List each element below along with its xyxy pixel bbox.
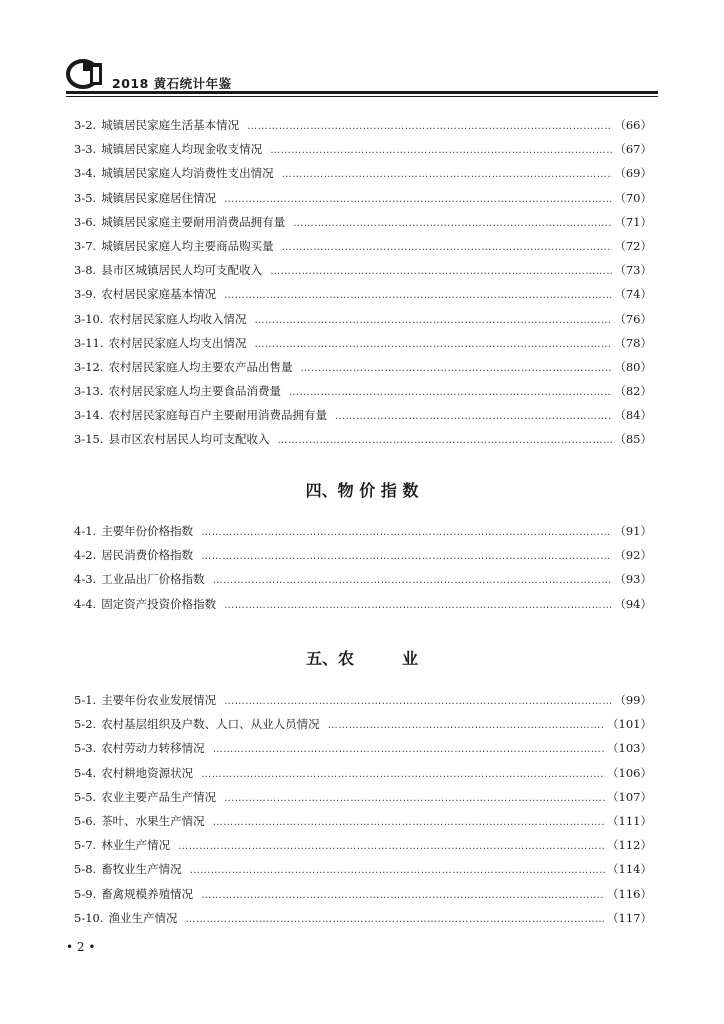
toc-entry[interactable]: 3-7. 城镇居民家庭人均主要商品购买量 ………………………………………………………………………………………………………………………………………………………………………………………… （72） — [74, 238, 652, 262]
leader-dots — [190, 865, 605, 876]
book-title: 2018 黄石统计年鉴 — [112, 76, 232, 91]
leader-dots — [201, 527, 612, 538]
toc-entry[interactable]: 3-12. 农村居民家庭人均主要农产品出售量 ………………………………………………………………………………………………………………………………………………………………………………………… （80） — [74, 359, 652, 383]
toc-entry[interactable]: 3-14. 农村居民家庭每百户主要耐用消费品拥有量 ………………………………………………………………………………………………………………………………………………………………………………………… （84） — [74, 407, 652, 431]
toc-entry[interactable]: 3-6. 城镇居民家庭主要耐用消费品拥有量 ………………………………………………………………………………………………………………………………………………………………………………………… （71） — [74, 214, 652, 238]
toc-entry[interactable]: 3-13. 农村居民家庭人均主要食品消费量 ………………………………………………………………………………………………………………………………………………………………………………………… （82） — [74, 383, 652, 407]
leader-dots — [270, 266, 612, 277]
leader-dots — [270, 145, 612, 156]
leader-dots — [293, 218, 612, 229]
leader-dots — [255, 339, 613, 350]
running-header — [66, 56, 658, 96]
leader-dots — [255, 315, 613, 326]
leader-dots — [278, 435, 613, 446]
leader-dots — [282, 242, 613, 253]
leader-dots — [224, 696, 612, 707]
leader-dots — [328, 720, 605, 731]
toc-list-section-4 — [74, 523, 652, 620]
page-number: • 2 • — [66, 940, 96, 954]
toc-entry[interactable]: 5-5. 农业主要产品生产情况 ………………………………………………………………………………………………………………………………………………………………………………………… （107） — [74, 789, 652, 813]
toc-entry[interactable]: 3-2. 城镇居民家庭生活基本情况 ………………………………………………………………………………………………………………………………………………………………………………………… （66） — [74, 117, 652, 141]
leader-dots — [301, 363, 613, 374]
toc-entry[interactable]: 3-9. 农村居民家庭基本情况 ………………………………………………………………………………………………………………………………………………………………………………………… （74） — [74, 286, 652, 310]
toc-entry[interactable]: 5-2. 农村基层组织及户数、人口、从业人员情况 ………………………………………………………………………………………………………………………………………………………………………………………… （101） — [74, 716, 652, 740]
toc-entry[interactable]: 4-2. 居民消费价格指数 ………………………………………………………………………………………………………………………………………………………………………………………… （92） — [74, 547, 652, 571]
leader-dots — [213, 575, 613, 586]
leader-dots — [247, 121, 612, 132]
toc-entry[interactable]: 5-10. 渔业生产情况 ………………………………………………………………………………………………………………………………………………………………………………………… （117） — [74, 910, 652, 934]
toc-entry[interactable]: 5-9. 畜禽规模养殖情况 ………………………………………………………………………………………………………………………………………………………………………………………… （116） — [74, 886, 652, 910]
toc-entry[interactable]: 4-1. 主要年份价格指数 ………………………………………………………………………………………………………………………………………………………………………………………… （91） — [74, 523, 652, 547]
toc-entry[interactable]: 3-10. 农村居民家庭人均收入情况 ………………………………………………………………………………………………………………………………………………………………………………………… （76） — [74, 311, 652, 335]
leader-dots — [201, 551, 612, 562]
toc-entry[interactable]: 3-15. 县市区农村居民人均可支配收入 ………………………………………………………………………………………………………………………………………………………………………………………… （85） — [74, 431, 652, 455]
toc-entry[interactable]: 5-6. 茶叶、水果生产情况 ………………………………………………………………………………………………………………………………………………………………………………………… （111） — [74, 813, 652, 837]
leader-dots — [201, 769, 605, 780]
toc-entry[interactable]: 5-7. 林业生产情况 ………………………………………………………………………………………………………………………………………………………………………………………… （112） — [74, 837, 652, 861]
leader-dots — [289, 387, 612, 398]
leader-dots — [224, 600, 612, 611]
leader-dots — [224, 793, 605, 804]
toc-entry[interactable]: 5-8. 畜牧业生产情况 ………………………………………………………………………………………………………………………………………………………………………………………… （114） — [74, 861, 652, 885]
header-rule-thin — [66, 96, 658, 97]
toc-entry[interactable]: 5-4. 农村耕地资源状况 ………………………………………………………………………………………………………………………………………………………………………………………… （106） — [74, 765, 652, 789]
toc-entry[interactable]: 5-1. 主要年份农业发展情况 ………………………………………………………………………………………………………………………………………………………………………………………… （99） — [74, 692, 652, 716]
toc-entry[interactable]: 4-4. 固定资产投资价格指数 ………………………………………………………………………………………………………………………………………………………………………………………… （94） — [74, 596, 652, 620]
yearbook-logo-icon — [66, 58, 104, 90]
toc-entry[interactable]: 3-5. 城镇居民家庭居住情况 ………………………………………………………………………………………………………………………………………………………………………………………… （70） — [74, 190, 652, 214]
leader-dots — [178, 841, 605, 852]
leader-dots — [224, 290, 612, 301]
leader-dots — [186, 914, 606, 925]
leader-dots — [201, 890, 605, 901]
toc-entry[interactable]: 3-3. 城镇居民家庭人均现金收支情况 ………………………………………………………………………………………………………………………………………………………………………………………… （67） — [74, 141, 652, 165]
toc-entry[interactable]: 3-11. 农村居民家庭人均支出情况 ………………………………………………………………………………………………………………………………………………………………………………………… （78） — [74, 335, 652, 359]
toc-list-section-3 — [74, 117, 652, 456]
leader-dots — [213, 744, 605, 755]
leader-dots — [282, 169, 613, 180]
section-title-price-index: 四、物 价 指 数 — [305, 481, 419, 500]
toc-entry[interactable]: 4-3. 工业品出厂价格指数 ………………………………………………………………………………………………………………………………………………………………………………………… （93） — [74, 571, 652, 595]
section-title-agriculture: 五、农 业 — [305, 649, 418, 668]
toc-entry[interactable]: 3-8. 县市区城镇居民人均可支配收入 ………………………………………………………………………………………………………………………………………………………………………………………… （73） — [74, 262, 652, 286]
leader-dots — [213, 817, 605, 828]
leader-dots — [224, 194, 612, 205]
toc-entry[interactable]: 5-3. 农村劳动力转移情况 ………………………………………………………………………………………………………………………………………………………………………………………… （103） — [74, 740, 652, 764]
header-rule-thick — [66, 91, 658, 94]
toc-entry[interactable]: 3-4. 城镇居民家庭人均消费性支出情况 ………………………………………………………………………………………………………………………………………………………………………………………… （69） — [74, 165, 652, 189]
leader-dots — [335, 411, 612, 422]
toc-list-section-5 — [74, 692, 652, 934]
